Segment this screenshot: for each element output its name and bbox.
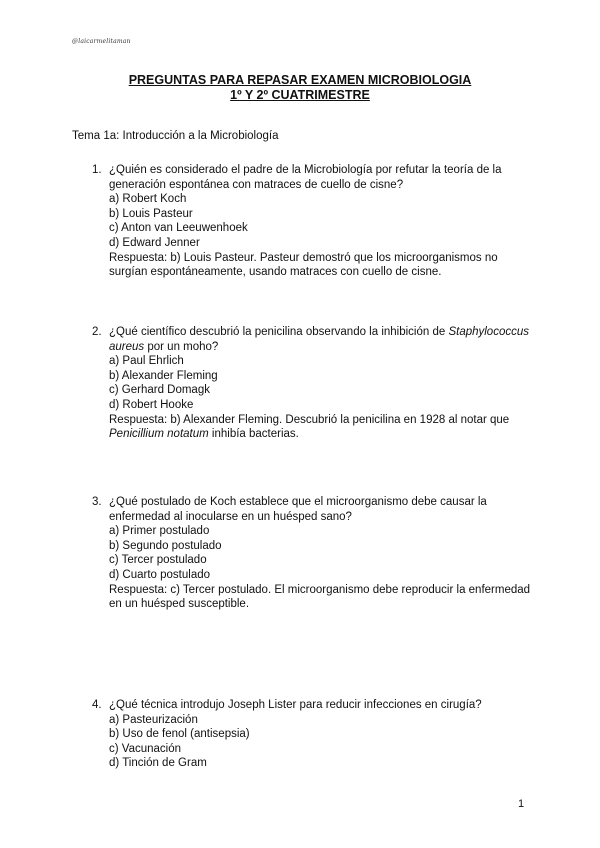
author-watermark: @laicarmelitaman: [72, 38, 131, 45]
option-d: d) Robert Hooke: [109, 398, 194, 411]
answer-text: Respuesta: b) Louis Pasteur. Pasteur demostró que los microorganismos no surgían espontáneamente, usando matraces con cuello de cisne.: [109, 251, 498, 279]
option-d: d) Cuarto postulado: [109, 568, 211, 581]
document-subtitle: 1º Y 2º CUATRIMESTRE: [230, 88, 370, 102]
option-b: b) Louis Pasteur: [109, 207, 193, 220]
option-c: c) Vacunación: [109, 742, 182, 755]
question-text: ¿Quién es considerado el padre de la Microbiología por refutar la teoría de la generación espontánea con matraces de cuello de cisne?: [109, 164, 502, 191]
option-a: a) Primer postulado: [109, 525, 210, 538]
answer-text: Respuesta: c) Tercer postulado. El microorganismo debe reproducir la enfermedad en un huésped susceptible.: [109, 583, 531, 611]
species-name: Penicillium notatum: [109, 428, 209, 441]
question-number: 2.: [92, 326, 102, 338]
page-number: 1: [518, 798, 525, 810]
question-3: [92, 495, 532, 612]
species-name: Staphylococcus aureus: [109, 326, 529, 353]
option-d: d) Edward Jenner: [109, 236, 200, 249]
answer-text: Respuesta: b) Alexander Fleming. Descubrió la penicilina en 1928 al notar que Penicillium notatum inhibía bacterias.: [109, 413, 510, 441]
question-4: [92, 698, 532, 771]
option-c: c) Gerhard Domagk: [109, 384, 210, 397]
option-b: b) Uso de fenol (antisepsia): [109, 728, 250, 741]
question-text: ¿Qué técnica introdujo Joseph Lister para reducir infecciones en cirugía?: [109, 699, 482, 711]
question-1: [92, 163, 532, 280]
option-b: b) Segundo postulado: [109, 539, 222, 552]
question-number: 3.: [92, 496, 102, 508]
question-number: 4.: [92, 699, 102, 711]
question-text: ¿Qué científico descubrió la penicilina observando la inhibición de Staphylococcus aureus por un moho?: [109, 326, 529, 353]
option-a: a) Pasteurización: [109, 713, 198, 726]
option-d: d) Tinción de Gram: [109, 757, 207, 770]
question-number: 1.: [92, 164, 102, 176]
option-c: c) Anton van Leeuwenhoek: [109, 222, 248, 235]
section-heading: Tema 1a: Introducción a la Microbiología: [72, 130, 279, 142]
question-2: [92, 325, 532, 442]
document-title: PREGUNTAS PARA REPASAR EXAMEN MICROBIOLOGIA: [128, 73, 472, 87]
question-text: ¿Qué postulado de Koch establece que el microorganismo debe causar la enfermedad al inocularse en un huésped sano?: [109, 496, 487, 523]
option-a: a) Paul Ehrlich: [109, 355, 184, 368]
option-c: c) Tercer postulado: [109, 554, 207, 567]
option-b: b) Alexander Fleming: [109, 369, 218, 382]
option-a: a) Robert Koch: [109, 193, 187, 206]
